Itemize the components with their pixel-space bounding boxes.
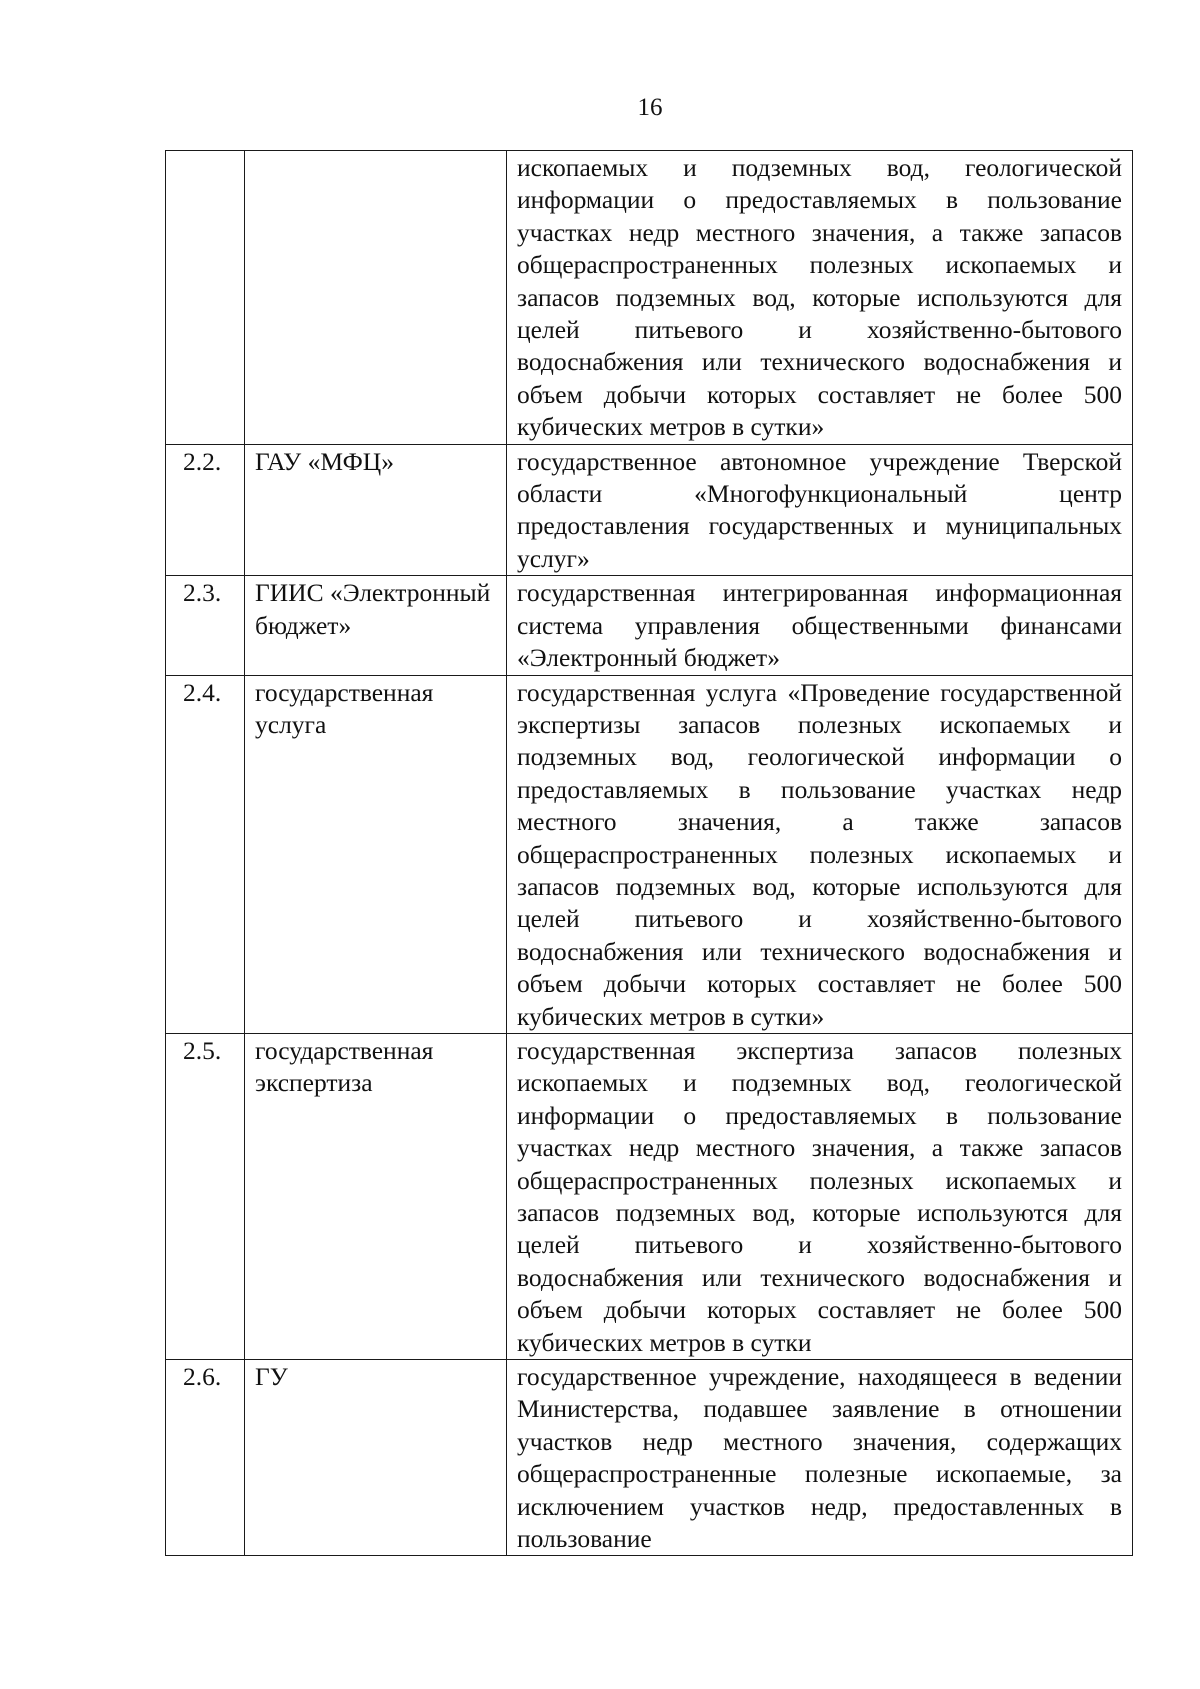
page-number: 16 xyxy=(637,94,663,121)
row-definition: ископаемых и подземных вод, геологической информации о предоставляемых в пользование участках недр местного значения, а также запасов общераспространенных полезных ископаемых и запасов подземных вод, которые используются для целей питьевого и хозяйственно-бытового водоснабжения или технического водоснабжения и объем добычи которых составляет не более 500 кубических метров в сутки» xyxy=(507,151,1133,445)
row-definition: государственная интегрированная информационная система управления общественными финансами «Электронный бюджет» xyxy=(507,576,1133,675)
row-definition: государственная экспертиза запасов полезных ископаемых и подземных вод, геологической информации о предоставляемых в пользование участках недр местного значения, а также запасов общераспространенных полезных ископаемых и запасов подземных вод, которые используются для целей питьевого и хозяйственно-бытового водоснабжения или технического водоснабжения и объем добычи которых составляет не более 500 кубических метров в сутки xyxy=(507,1033,1133,1359)
row-term: государственная экспертиза xyxy=(245,1033,507,1359)
row-number: 2.3. xyxy=(166,576,245,675)
row-term: ГИИС «Электронный бюджет» xyxy=(245,576,507,675)
terms-table xyxy=(165,150,1133,1556)
row-term: государственная услуга xyxy=(245,675,507,1033)
row-number: 2.2. xyxy=(166,444,245,576)
table-row xyxy=(166,576,1133,675)
row-definition: государственная услуга «Проведение государственной экспертизы запасов полезных ископаемых и подземных вод, геологической информации о предоставляемых в пользование участках недр местного значения, а также запасов общераспространенных полезных ископаемых и запасов подземных вод, которые используются для целей питьевого и хозяйственно-бытового водоснабжения или технического водоснабжения и объем добычи которых составляет не более 500 кубических метров в сутки» xyxy=(507,675,1133,1033)
table-row xyxy=(166,151,1133,445)
table-row xyxy=(166,1033,1133,1359)
row-number: 2.5. xyxy=(166,1033,245,1359)
table-row xyxy=(166,675,1133,1033)
row-definition: государственное автономное учреждение Тверской области «Многофункциональный центр предоставления государственных и муниципальных услуг» xyxy=(507,444,1133,576)
row-term: ГУ xyxy=(245,1360,507,1556)
row-number: 2.6. xyxy=(166,1360,245,1556)
table-row xyxy=(166,444,1133,576)
row-number: 2.4. xyxy=(166,675,245,1033)
row-number xyxy=(166,151,245,445)
row-term: ГАУ «МФЦ» xyxy=(245,444,507,576)
row-term xyxy=(245,151,507,445)
row-definition: государственное учреждение, находящееся в ведении Министерства, подавшее заявление в отношении участков недр местного значения, содержащих общераспространенные полезные ископаемые, за исключением участков недр, предоставленных в пользование xyxy=(507,1360,1133,1556)
table-row xyxy=(166,1360,1133,1556)
